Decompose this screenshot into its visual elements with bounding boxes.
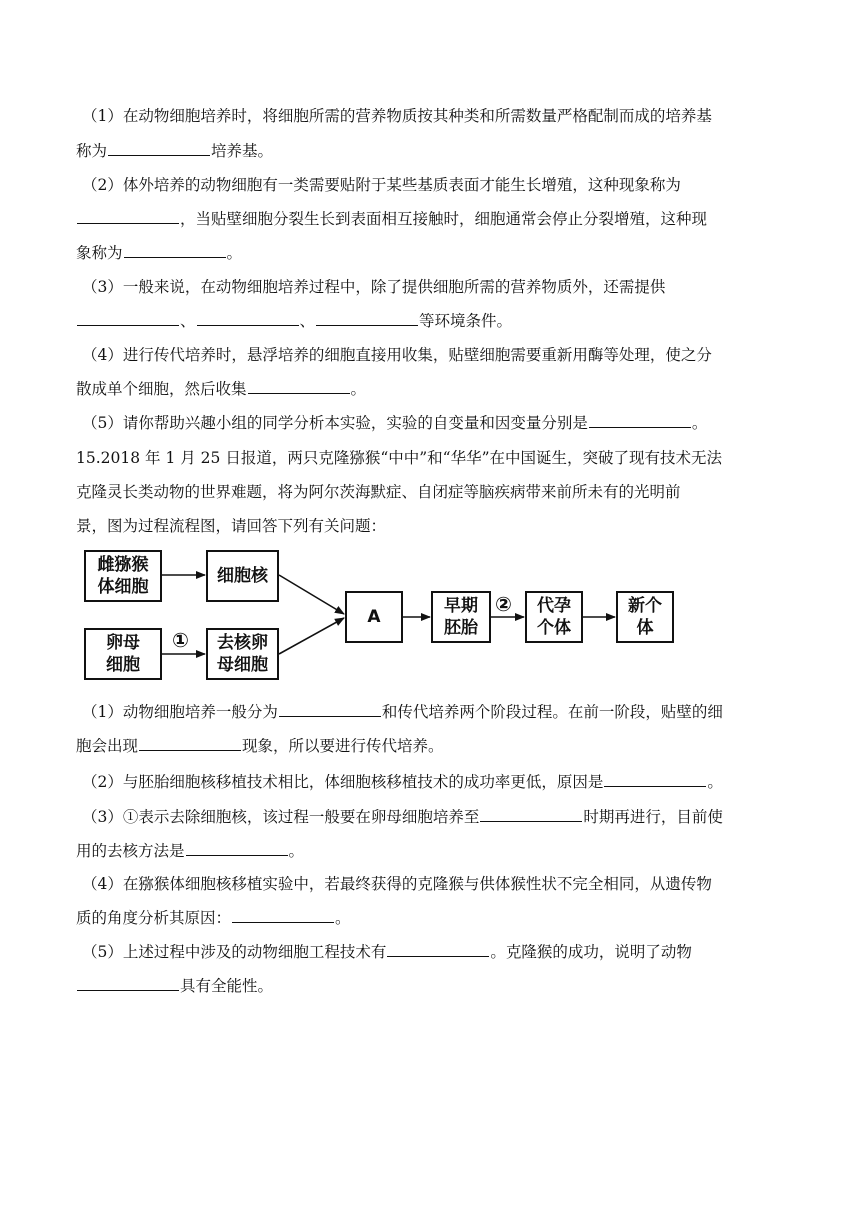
q14-part2-text-mid: ，当贴壁细胞分裂生长到表面相互接触时，细胞通常会停止分裂增殖，这种现 — [180, 210, 708, 228]
q14-part1-text: （1）在动物细胞培养时，将细胞所需的营养物质按其种类和所需数量严格配制而成的培养基 — [82, 107, 712, 125]
q14-part5-text-post: 。 — [691, 414, 708, 432]
q14-part5-text-pre: （5）请你帮助兴趣小组的同学分析本实验，实验的自变量和因变量分别是 — [82, 414, 588, 432]
q15-stem-text: 景，图为过程流程图，请回答下列有关问题： — [76, 517, 387, 535]
q14-part2-text: （2）体外培养的动物细胞有一类需要贴附于某些基质表面才能生长增殖，这种现象称为 — [82, 176, 681, 194]
q15-stem-text: 克隆灵长类动物的世界难题，将为阿尔茨海默症、自闭症等脑疾病带来前所未有的光明前 — [76, 483, 681, 501]
q15-part5-text-pre: （5）上述过程中涉及的动物细胞工程技术有 — [82, 943, 387, 961]
answer-blank[interactable] — [480, 805, 582, 822]
box-label: 新个 体 — [628, 596, 662, 638]
q14-part4-text-pre: 散成单个细胞，然后收集 — [76, 380, 247, 398]
q14-part2-text-pre: 象称为 — [76, 244, 123, 262]
q15-part4-line2 — [76, 906, 786, 930]
q14-part5-line1 — [82, 411, 792, 435]
q15-part3-text-post: 。 — [288, 842, 305, 860]
q15-part2-text-pre: （2）与胚胎细胞核移植技术相比，体细胞核移植技术的成功率更低，原因是 — [82, 773, 604, 791]
q14-part1-text-post: 培养基。 — [211, 142, 274, 160]
box-label: 雌猕猴 体细胞 — [97, 555, 149, 597]
answer-blank[interactable] — [316, 309, 418, 326]
q14-part1-line2 — [76, 139, 786, 163]
q14-part3-line2 — [76, 309, 786, 333]
q14-part2-line1 — [82, 173, 792, 197]
q15-part1-text-post: 和传代培养两个阶段过程。在前一阶段，贴壁的细 — [381, 703, 723, 721]
q15-part5-line1 — [82, 940, 792, 964]
q15-part4-line1 — [82, 872, 792, 896]
answer-blank[interactable] — [604, 770, 706, 787]
answer-blank[interactable] — [387, 940, 489, 957]
q15-part4-text: （4）在猕猴体细胞核移植实验中，若最终获得的克隆猴与供体猴性状不完全相同，从遗传物 — [82, 875, 712, 893]
q15-part1-text-pre: 胞会出现 — [76, 737, 139, 755]
answer-blank[interactable] — [589, 411, 691, 428]
box-early-embryo — [431, 591, 491, 643]
q14-part3-text-post: 等环境条件。 — [419, 312, 513, 330]
q15-part4-text-pre: 质的角度分析其原因： — [76, 909, 232, 927]
q14-part1-line1 — [82, 104, 792, 128]
arrow-nucleus-to-A — [279, 575, 344, 614]
answer-blank[interactable] — [232, 906, 334, 923]
q15-part2-text-post: 。 — [707, 773, 723, 791]
box-label: 代孕 个体 — [537, 596, 571, 638]
cloning-flow-diagram — [80, 546, 680, 686]
q14-part3-text: （3）一般来说，在动物细胞培养过程中，除了提供细胞所需的营养物质外，还需提供 — [82, 278, 666, 296]
answer-blank[interactable] — [279, 700, 381, 717]
q14-part4-line1 — [82, 343, 792, 367]
q14-part3-line1 — [82, 275, 792, 299]
answer-blank[interactable] — [77, 207, 179, 224]
box-label: 早期 胚胎 — [444, 596, 478, 638]
answer-blank[interactable] — [186, 839, 288, 856]
q14-part4-text-post: 。 — [350, 380, 367, 398]
q15-stem-text: 15.2018 年 1 月 25 日报道，两只克隆猕猴“中中”和“华华”在中国诞生，突破了现有技术无法 — [76, 449, 723, 467]
answer-blank[interactable] — [124, 241, 226, 258]
q14-part2-text-post: 。 — [226, 244, 243, 262]
q15-part5-text-post: 具有全能性。 — [180, 977, 274, 995]
answer-blank[interactable] — [108, 139, 210, 156]
q15-part3-text-pre: 用的去核方法是 — [76, 842, 185, 860]
q15-stem-line3 — [76, 514, 786, 538]
q15-stem-line2 — [76, 480, 786, 504]
q15-part2-line — [82, 770, 792, 794]
box-label: 卵母 细胞 — [106, 633, 140, 675]
answer-blank[interactable] — [248, 377, 350, 394]
q14-part4-text: （4）进行传代培养时，悬浮培养的细胞直接用收集，贴壁细胞需要重新用酶等处理，使之分 — [82, 346, 712, 364]
q15-part3-line1 — [82, 805, 792, 829]
q15-part1-text-post: 现象，所以要进行传代培养。 — [242, 737, 444, 755]
q15-part1-text-pre: （1）动物细胞培养一般分为 — [82, 703, 278, 721]
q15-part3-text-post: 时期再进行，目前使 — [583, 808, 723, 826]
q14-part1-text-pre: 称为 — [76, 142, 108, 160]
box-enucleated-oocyte — [206, 628, 279, 680]
q14-part2-line2 — [76, 207, 786, 231]
box-oocyte — [84, 628, 162, 680]
q15-part3-line2 — [76, 839, 786, 863]
box-label: 去核卵 母细胞 — [217, 633, 268, 675]
box-label: A — [367, 607, 381, 627]
q15-part1-line1 — [82, 700, 792, 724]
separator: 、 — [180, 312, 196, 330]
answer-blank[interactable] — [77, 309, 179, 326]
answer-blank[interactable] — [77, 974, 179, 991]
q15-part3-text-pre: （3）①表示去除细胞核，该过程一般要在卵母细胞培养至 — [82, 808, 480, 826]
q14-part2-line3 — [76, 241, 786, 265]
step-1-marker: ① — [172, 628, 189, 652]
q15-stem-line1 — [76, 446, 786, 470]
separator: 、 — [299, 312, 316, 330]
arrow-enucleated-to-A — [279, 618, 344, 654]
q15-part4-text-post: 。 — [335, 909, 351, 927]
box-new-individual — [616, 591, 674, 643]
box-nucleus — [206, 550, 279, 602]
answer-blank[interactable] — [139, 734, 241, 751]
answer-blank[interactable] — [197, 309, 299, 326]
box-somatic-cell — [84, 550, 162, 602]
box-A — [345, 591, 403, 643]
box-label: 细胞核 — [217, 566, 268, 586]
box-surrogate — [525, 591, 583, 643]
step-2-marker: ② — [495, 592, 512, 616]
q15-part5-line2 — [76, 974, 786, 998]
q15-part5-text-post: 。克隆猴的成功，说明了动物 — [490, 943, 692, 961]
q15-part1-line2 — [76, 734, 786, 758]
q14-part4-line2 — [76, 377, 786, 401]
